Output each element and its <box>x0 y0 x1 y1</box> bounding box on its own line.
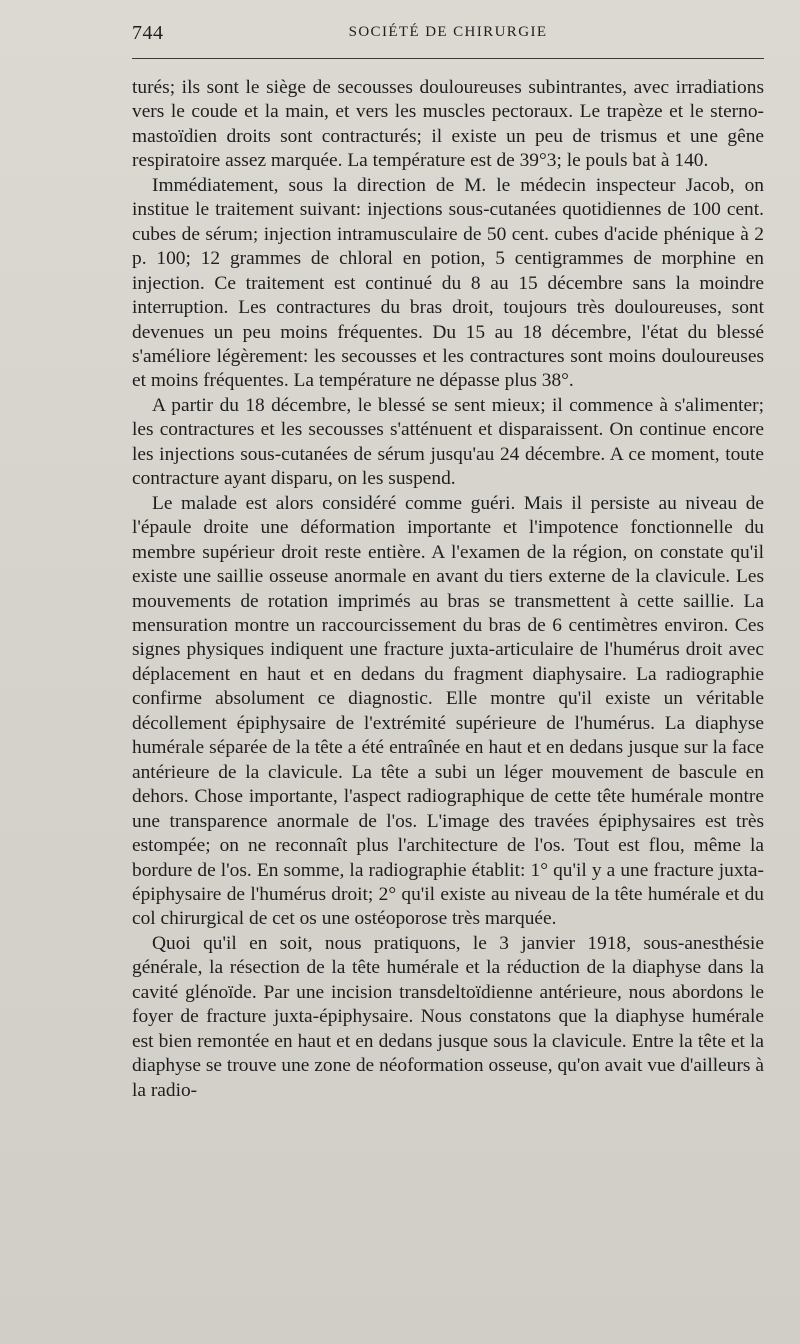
header-rule <box>132 58 764 59</box>
paragraph: A partir du 18 décembre, le blessé se sent mieux; il commence à s'alimenter; les contractures et les secousses s'atténuent et disparaissent. On continue encore les injections sous-cutanées de sérum jusqu'au 24 décembre. A ce moment, toute contracture ayant disparu, on les suspend. <box>132 394 764 490</box>
paragraph: Le malade est alors considéré comme guéri. Mais il persiste au niveau de l'épaule droite une déformation importante et l'impotence fonctionnelle du membre supérieur droit reste entière. A l'examen de la région, on constate qu'il existe une saillie osseuse anormale en avant du tiers externe de la clavicule. Les mouvements de rotation imprimés au bras se transmettent à cette saillie. La mensuration montre un raccourcissement du bras de 6 centimètres environ. Ces signes physiques indiquent une fracture juxta-articulaire de l'humérus droit avec déplacement en haut et en dedans du fragment diaphysaire. La radiographie confirme absolument ce diagnostic. Elle montre qu'il existe un véritable décollement épiphysaire de l'extrémité supérieure de l'humérus. La diaphyse humérale séparée de la tête a été entraînée en haut et en dedans jusque sur la face antérieure de la clavicule. La tête a subi un léger mouvement de bascule en dehors. Chose importante, l'aspect radiographique de cette tête humérale montre une transparence anormale de l'os. L'image des travées épiphysaires est très estompée; on ne reconnaît plus l'architecture de l'os. Tout est flou, même la bordure de l'os. En somme, la radiographie établit: 1° qu'il y a une fracture juxta-épiphysaire de l'humérus droit; 2° qu'il existe au niveau de la tête humérale et du col chirurgical de cet os une ostéoporose très marquée. <box>132 492 764 930</box>
paragraph: Quoi qu'il en soit, nous pratiquons, le 3 janvier 1918, sous-anesthésie générale, la résection de la tête humérale et la réduction de la diaphyse dans la cavité glénoïde. Par une incision transdeltoïdienne antérieure, nous abordons le foyer de fracture juxta-épiphysaire. Nous constatons que la diaphyse humérale est bien remontée en haut et en dedans jusque sous la clavicule. Entre la tête et la diaphyse se trouve une zone de néoformation osseuse, qu'on avait vue d'ailleurs à la radio- <box>132 932 764 1101</box>
page-number: 744 <box>132 22 164 44</box>
page-header <box>132 22 764 48</box>
running-head: SOCIÉTÉ DE CHIRURGIE <box>348 24 548 40</box>
paragraph-continued: turés; ils sont le siège de secousses douloureuses subintrantes, avec irradiations vers le coude et la main, et vers les muscles pectoraux. Le trapèze et le sterno-mastoïdien droits sont contracturés; il existe un peu de trismus et une gêne respiratoire assez marquée. La température est de 39°3; le pouls bat à 140. <box>132 77 764 172</box>
body-text <box>132 76 764 1103</box>
paragraph: Immédiatement, sous la direction de M. le médecin inspecteur Jacob, on institue le traitement suivant: injections sous-cutanées quotidiennes de 100 cent. cubes de sérum; injection intramusculaire de 50 cent. cubes d'acide phénique à 2 p. 100; 12 grammes de chloral en potion, 5 centigrammes de morphine en injection. Ce traitement est continué du 8 au 15 décembre sans la moindre interruption. Les contractures du bras droit, toujours très douloureuses, sont devenues un peu moins fréquentes. Du 15 au 18 décembre, l'état du blessé s'améliore légèrement: les secousses et les contractures sont moins douloureuses et moins fréquentes. La température ne dépasse plus 38°. <box>132 174 764 392</box>
